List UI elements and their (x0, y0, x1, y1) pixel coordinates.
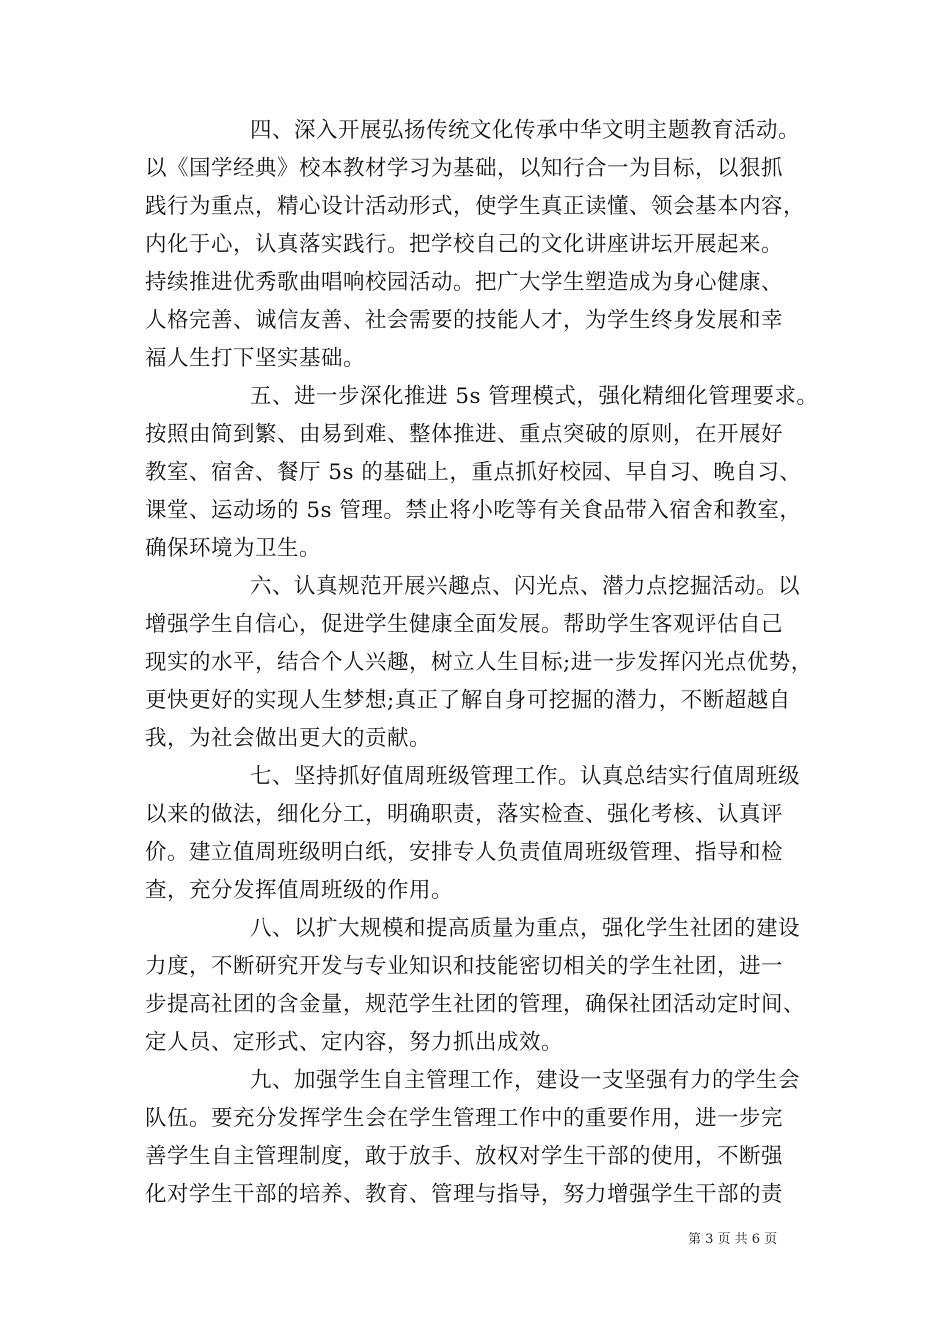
paragraph-line: 以《国学经典》校本教材学习为基础，以知行合一为目标，以狠抓 (145, 156, 784, 181)
paragraph-line: 教室、宿舍、餐厅 5s 的基础上，重点抓好校园、早自习、晚自习、 (145, 460, 802, 485)
paragraph-5s-management (145, 378, 819, 568)
paragraph-duty-class (145, 758, 810, 910)
paragraph-line: 定人员、定形式、定内容，努力抓出成效。 (145, 1030, 564, 1055)
paragraph-line: 四、深入开展弘扬传统文化传承中华文明主题教育活动。 (250, 118, 801, 143)
paragraph-line: 力度，不断研究开发与专业知识和技能密切相关的学生社团，进一 (145, 954, 784, 979)
paragraph-line: 以来的做法，细化分工，明确职责，落实检查、强化考核、认真评 (145, 802, 784, 827)
document-body (145, 112, 819, 1214)
paragraph-student-clubs (145, 910, 810, 1062)
paragraph-line: 队伍。要充分发挥学生会在学生管理工作中的重要作用，进一步完 (145, 1106, 784, 1131)
paragraph-line: 人格完善、诚信友善、社会需要的技能人才，为学生终身发展和幸 (145, 308, 784, 333)
page-number-footer: 第 3 页 共 6 页 (688, 1232, 778, 1247)
paragraph-line: 福人生打下坚实基础。 (145, 346, 366, 371)
paragraph-line: 持续推进优秀歌曲唱响校园活动。把广大学生塑造成为身心健康、 (145, 270, 784, 295)
paragraph-line: 按照由简到繁、由易到难、整体推进、重点突破的原则，在开展好 (145, 422, 784, 447)
paragraph-line: 更快更好的实现人生梦想;真正了解自身可挖掘的潜力，不断超越自 (145, 688, 791, 713)
paragraph-line: 内化于心，认真落实践行。把学校自己的文化讲座讲坛开展起来。 (145, 232, 784, 257)
paragraph-line: 化对学生干部的培养、教育、管理与指导，努力增强学生干部的责 (145, 1182, 784, 1207)
paragraph-line: 查，充分发挥值周班级的作用。 (145, 878, 454, 903)
paragraph-line: 善学生自主管理制度，敢于放手、放权对学生干部的使用，不断强 (145, 1144, 784, 1169)
paragraph-line: 课堂、运动场的 5s 管理。禁止将小吃等有关食品带入宿舍和教室， (145, 498, 802, 523)
paragraph-line: 践行为重点，精心设计活动形式，使学生真正读懂、领会基本内容， (145, 194, 806, 219)
paragraph-line: 七、坚持抓好值周班级管理工作。认真总结实行值周班级 (250, 764, 801, 789)
paragraph-line: 我，为社会做出更大的贡献。 (145, 726, 432, 751)
paragraph-line: 步提高社团的含金量，规范学生社团的管理，确保社团活动定时间、 (145, 992, 806, 1017)
paragraph-line: 九、加强学生自主管理工作，建设一支坚强有力的学生会 (250, 1068, 801, 1093)
paragraph-student-self-management (145, 1062, 810, 1214)
paragraph-traditional-culture (145, 112, 810, 378)
paragraph-line: 五、进一步深化推进 5s 管理模式，强化精细化管理要求。 (250, 384, 819, 409)
paragraph-interest-discovery (145, 568, 813, 758)
paragraph-line: 八、以扩大规模和提高质量为重点，强化学生社团的建设 (250, 916, 801, 941)
paragraph-line: 六、认真规范开展兴趣点、闪光点、潜力点挖掘活动。以 (250, 574, 801, 599)
paragraph-line: 增强学生自信心，促进学生健康全面发展。帮助学生客观评估自己 (145, 612, 784, 637)
paragraph-line: 确保环境为卫生。 (145, 536, 322, 561)
paragraph-line: 现实的水平，结合个人兴趣，树立人生目标;进一步发挥闪光点优势， (145, 650, 813, 675)
paragraph-line: 价。建立值周班级明白纸，安排专人负责值周班级管理、指导和检 (145, 840, 784, 865)
